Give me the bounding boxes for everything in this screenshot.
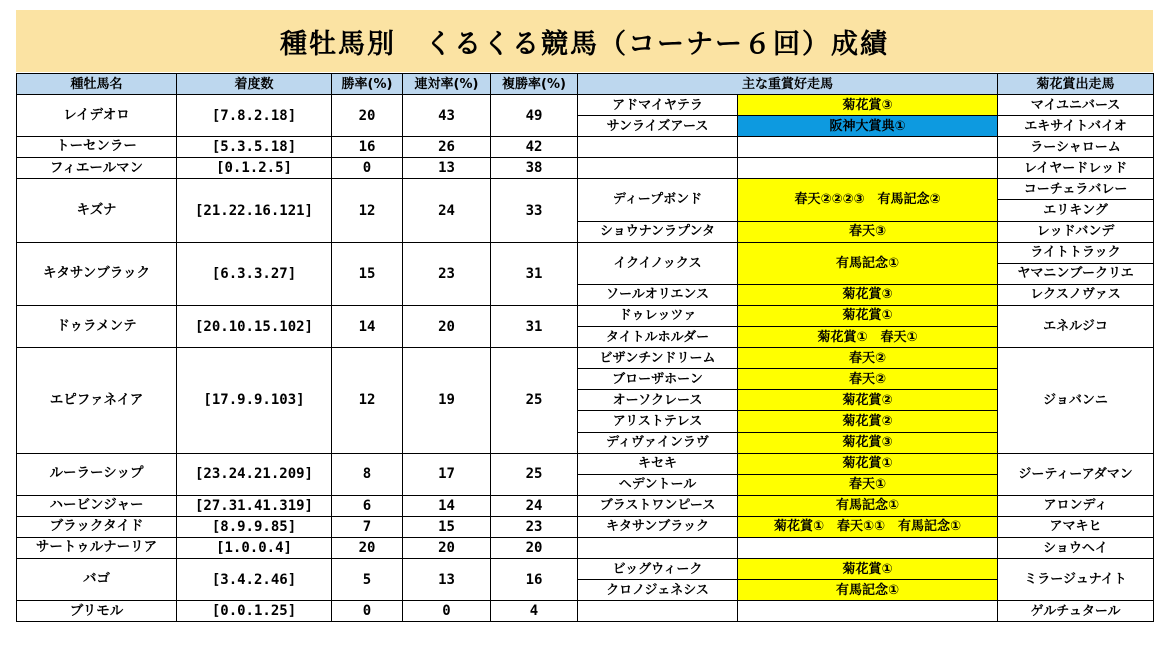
sire-name: サートゥルナーリア — [17, 537, 177, 558]
sire-record: [21.22.16.121] — [177, 179, 332, 242]
horse-result: 菊花賞③ — [738, 284, 998, 305]
horse-result: 春天②②②③ 有馬記念② — [738, 179, 998, 221]
horse-name: ビザンチンドリーム — [578, 348, 738, 369]
sire-results-table — [16, 73, 1154, 622]
place-rate: 16 — [491, 559, 578, 601]
horse-name: ブローザホーン — [578, 369, 738, 390]
horse-name: オーソクレース — [578, 390, 738, 411]
sire-record: [6.3.3.27] — [177, 242, 332, 305]
horse-result: 菊花賞① 春天① — [738, 327, 998, 348]
place-rate: 42 — [491, 137, 578, 158]
table-row — [17, 516, 1154, 537]
sire-name: トーセンラー — [17, 137, 177, 158]
table-row — [17, 179, 1154, 200]
win-rate: 0 — [332, 158, 403, 179]
win-rate: 15 — [332, 242, 403, 305]
horse-result: 有馬記念① — [738, 495, 998, 516]
horse-name: サンライズアース — [578, 116, 738, 137]
sire-name: ブラックタイド — [17, 516, 177, 537]
kikka-runner: ヤマニンブークリエ — [998, 263, 1154, 284]
quinella-rate: 15 — [403, 516, 491, 537]
sire-record: [0.1.2.5] — [177, 158, 332, 179]
kikka-runner: アロンディ — [998, 495, 1154, 516]
horse-name: ディープボンド — [578, 179, 738, 221]
horse-result: 菊花賞① — [738, 559, 998, 580]
quinella-rate: 13 — [403, 559, 491, 601]
horse-result-empty — [738, 137, 998, 158]
kikka-runner: ジーティーアダマン — [998, 453, 1154, 495]
quinella-rate: 20 — [403, 537, 491, 558]
sire-record: [5.3.5.18] — [177, 137, 332, 158]
horse-name: イクイノックス — [578, 242, 738, 284]
header-sire: 種牡馬名 — [17, 74, 177, 95]
table-row — [17, 158, 1154, 179]
sire-record: [27.31.41.319] — [177, 495, 332, 516]
kikka-runner: エネルジコ — [998, 305, 1154, 347]
quinella-rate: 17 — [403, 453, 491, 495]
kikka-runner: レッドバンデ — [998, 221, 1154, 242]
win-rate: 20 — [332, 95, 403, 137]
horse-result: 菊花賞③ — [738, 95, 998, 116]
kikka-runner: ゲルチュタール — [998, 601, 1154, 622]
horse-name: ショウナンラプンタ — [578, 221, 738, 242]
sire-record: [7.8.2.18] — [177, 95, 332, 137]
horse-name: タイトルホルダー — [578, 327, 738, 348]
sire-name: ルーラーシップ — [17, 453, 177, 495]
quinella-rate: 20 — [403, 305, 491, 347]
horse-name: アリストテレス — [578, 411, 738, 432]
sire-record: [3.4.2.46] — [177, 559, 332, 601]
win-rate: 7 — [332, 516, 403, 537]
horse-name: クロノジェネシス — [578, 580, 738, 601]
sire-record: [20.10.15.102] — [177, 305, 332, 347]
sire-name: バゴ — [17, 559, 177, 601]
table-row — [17, 559, 1154, 580]
horse-result: 阪神大賞典① — [738, 116, 998, 137]
horse-name: キタサンブラック — [578, 516, 738, 537]
place-rate: 24 — [491, 495, 578, 516]
horse-name: アドマイヤテラ — [578, 95, 738, 116]
win-rate: 12 — [332, 179, 403, 242]
win-rate: 14 — [332, 305, 403, 347]
table-row — [17, 495, 1154, 516]
sire-name: ドゥラメンテ — [17, 305, 177, 347]
quinella-rate: 24 — [403, 179, 491, 242]
horse-result: 菊花賞② — [738, 411, 998, 432]
place-rate: 31 — [491, 305, 578, 347]
horse-name: ソールオリエンス — [578, 284, 738, 305]
kikka-runner: ミラージュナイト — [998, 559, 1154, 601]
horse-result: 菊花賞① — [738, 453, 998, 474]
win-rate: 5 — [332, 559, 403, 601]
kikka-runner: レクスノヴァス — [998, 284, 1154, 305]
win-rate: 0 — [332, 601, 403, 622]
place-rate: 49 — [491, 95, 578, 137]
place-rate: 33 — [491, 179, 578, 242]
sire-record: [0.0.1.25] — [177, 601, 332, 622]
quinella-rate: 13 — [403, 158, 491, 179]
sire-name: エピファネイア — [17, 348, 177, 453]
horse-name: ディヴァインラヴ — [578, 432, 738, 453]
horse-result: 有馬記念① — [738, 580, 998, 601]
win-rate: 12 — [332, 348, 403, 453]
win-rate: 20 — [332, 537, 403, 558]
quinella-rate: 0 — [403, 601, 491, 622]
quinella-rate: 19 — [403, 348, 491, 453]
sire-name: キズナ — [17, 179, 177, 242]
header-quinella-rate: 連対率(%) — [403, 74, 491, 95]
header-record: 着度数 — [177, 74, 332, 95]
kikka-runner: ショウヘイ — [998, 537, 1154, 558]
horse-result: 春天② — [738, 348, 998, 369]
header-win-rate: 勝率(%) — [332, 74, 403, 95]
sire-record: [17.9.9.103] — [177, 348, 332, 453]
table-row — [17, 95, 1154, 116]
horse-name-empty — [578, 137, 738, 158]
sire-name: キタサンブラック — [17, 242, 177, 305]
kikka-runner: マイユニバース — [998, 95, 1154, 116]
place-rate: 38 — [491, 158, 578, 179]
horse-result: 有馬記念① — [738, 242, 998, 284]
quinella-rate: 14 — [403, 495, 491, 516]
table-row — [17, 305, 1154, 326]
quinella-rate: 23 — [403, 242, 491, 305]
sire-name: ハービンジャー — [17, 495, 177, 516]
horse-name-empty — [578, 601, 738, 622]
horse-result: 春天① — [738, 474, 998, 495]
kikka-runner: エリキング — [998, 200, 1154, 221]
horse-name: キセキ — [578, 453, 738, 474]
horse-result: 菊花賞① 春天①① 有馬記念① — [738, 516, 998, 537]
table-row — [17, 242, 1154, 263]
horse-result: 春天② — [738, 369, 998, 390]
win-rate: 8 — [332, 453, 403, 495]
horse-name: ビッグウィーク — [578, 559, 738, 580]
place-rate: 25 — [491, 348, 578, 453]
sire-record: [23.24.21.209] — [177, 453, 332, 495]
kikka-runner: エキサイトバイオ — [998, 116, 1154, 137]
place-rate: 23 — [491, 516, 578, 537]
horse-name: ドゥレッツァ — [578, 305, 738, 326]
horse-result: 菊花賞① — [738, 305, 998, 326]
kikka-runner: アマキヒ — [998, 516, 1154, 537]
table-row — [17, 348, 1154, 369]
sire-record: [1.0.0.4] — [177, 537, 332, 558]
horse-name-empty — [578, 158, 738, 179]
horse-result-empty — [738, 537, 998, 558]
place-rate: 4 — [491, 601, 578, 622]
header-graded-horses: 主な重賞好走馬 — [578, 74, 998, 95]
quinella-rate: 26 — [403, 137, 491, 158]
horse-result-empty — [738, 158, 998, 179]
place-rate: 25 — [491, 453, 578, 495]
kikka-runner: レイヤードレッド — [998, 158, 1154, 179]
sire-record: [8.9.9.85] — [177, 516, 332, 537]
horse-name-empty — [578, 537, 738, 558]
sire-name: レイデオロ — [17, 95, 177, 137]
place-rate: 31 — [491, 242, 578, 305]
horse-result-empty — [738, 601, 998, 622]
header-row — [17, 74, 1154, 95]
horse-result: 菊花賞③ — [738, 432, 998, 453]
win-rate: 16 — [332, 137, 403, 158]
place-rate: 20 — [491, 537, 578, 558]
title-banner — [16, 10, 1153, 72]
kikka-runner: コーチェラバレー — [998, 179, 1154, 200]
sire-name: フィエールマン — [17, 158, 177, 179]
header-kikka-runners: 菊花賞出走馬 — [998, 74, 1154, 95]
kikka-runner: ラーシャローム — [998, 137, 1154, 158]
horse-name: ブラストワンピース — [578, 495, 738, 516]
table-row — [17, 601, 1154, 622]
quinella-rate: 43 — [403, 95, 491, 137]
horse-result: 菊花賞② — [738, 390, 998, 411]
horse-result: 春天③ — [738, 221, 998, 242]
table-row — [17, 537, 1154, 558]
win-rate: 6 — [332, 495, 403, 516]
kikka-runner: ライトトラック — [998, 242, 1154, 263]
kikka-runner: ジョバンニ — [998, 348, 1154, 453]
sire-name: ブリモル — [17, 601, 177, 622]
horse-name: ヘデントール — [578, 474, 738, 495]
table-row — [17, 137, 1154, 158]
page-title: 種牡馬別 くるくる競馬（コーナー６回）成績 — [280, 28, 889, 60]
table-row — [17, 453, 1154, 474]
header-place-rate: 複勝率(%) — [491, 74, 578, 95]
